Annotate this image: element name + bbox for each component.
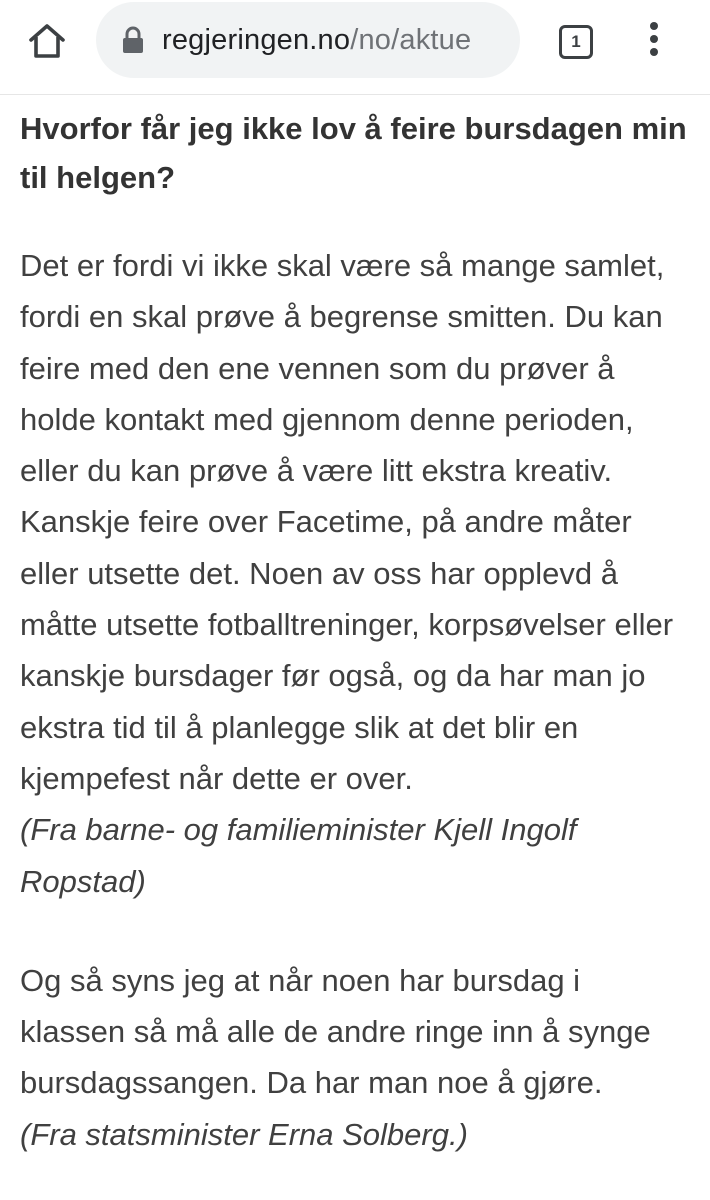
overflow-menu-button[interactable] — [636, 18, 672, 64]
answer-text: Det er fordi vi ikke skal være så mange samlet, fordi en skal prøve å begrense smitten. Du kan feire med den ene vennen som du prøver å holde kontakt med gjennom denne perioden, eller du kan prøve å være litt ekstra kreativ. Kanskje feire over Facetime, på andre måter eller utsette det. Noen av oss har opplevd å måtte utsette fotballtreninger, korpsøvelser eller kanskje bursdager før også, og da har man jo ekstra tid til å planlegge slik at det blir en kjempefest når dette er over. — [20, 248, 674, 796]
url-host: regjeringen.no — [162, 23, 351, 56]
url-text — [162, 24, 471, 57]
more-vert-icon — [649, 21, 659, 62]
browser-toolbar — [0, 0, 710, 84]
tab-count: 1 — [559, 25, 593, 59]
address-bar[interactable] — [96, 2, 520, 78]
question-heading: Hvorfor får jeg ikke lov å feire bursdagen min til helgen? — [20, 111, 687, 195]
url-path: /no/aktue — [350, 23, 472, 56]
answer-text: Og så syns jeg at når noen har bursdag i klassen så må alle de andre ringe inn å synge bursdagssangen. Da har man noe å gjøre. — [20, 962, 651, 1101]
citation: (Fra statsminister Erna Solberg.) — [20, 1116, 468, 1152]
toolbar-divider — [0, 94, 710, 95]
tab-switcher-button[interactable] — [556, 22, 596, 62]
citation: (Fra barne- og familieminister Kjell Ingolf Ropstad) — [20, 812, 577, 899]
home-icon — [27, 22, 67, 65]
home-button[interactable] — [22, 18, 72, 68]
answer-paragraph — [20, 240, 692, 907]
answer-paragraph — [20, 955, 692, 1160]
lock-icon — [120, 24, 146, 56]
article-content — [20, 104, 692, 1160]
